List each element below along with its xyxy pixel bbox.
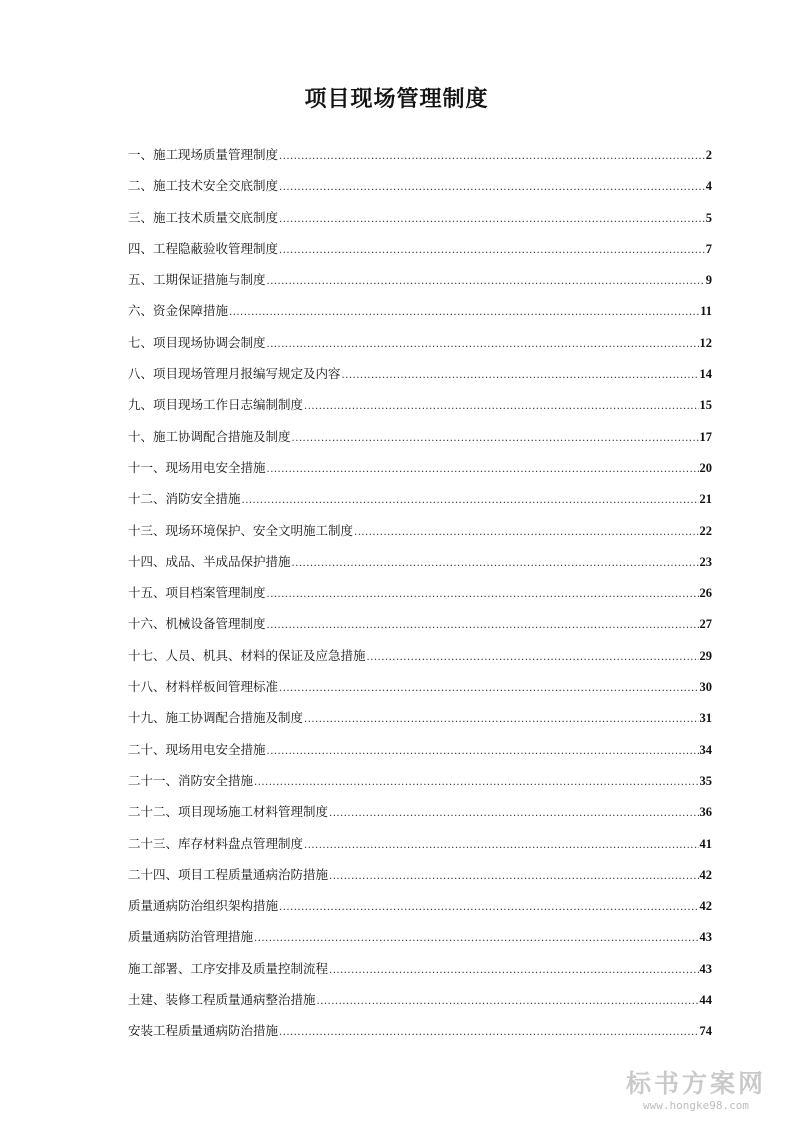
toc-entry[interactable] — [128, 959, 712, 990]
toc-leader-dots — [279, 1027, 698, 1038]
toc-entry[interactable] — [128, 708, 712, 739]
watermark-logo — [611, 1069, 781, 1112]
toc-entry-label: 十二、消防安全措施 — [128, 491, 241, 507]
toc-entry-page-number: 5 — [705, 210, 712, 225]
toc-leader-dots — [279, 683, 698, 694]
toc-leader-dots — [242, 495, 699, 506]
toc-leader-dots — [279, 214, 705, 225]
toc-entry[interactable] — [128, 301, 712, 332]
toc-entry-label: 二十一、消防安全措施 — [128, 772, 254, 788]
toc-entry-label: 十四、成品、半成品保护措施 — [128, 553, 291, 569]
toc-entry-page-number: 30 — [699, 680, 712, 695]
toc-leader-dots — [229, 307, 699, 318]
toc-entry-page-number: 44 — [699, 993, 712, 1008]
toc-entry[interactable] — [128, 395, 712, 426]
toc-entry-label: 六、资金保障措施 — [128, 303, 229, 319]
toc-entry[interactable] — [128, 614, 712, 645]
toc-leader-dots — [267, 589, 699, 600]
toc-entry-page-number: 27 — [699, 617, 712, 632]
toc-entry-label: 一、施工现场质量管理制度 — [128, 147, 279, 162]
toc-leader-dots — [304, 401, 698, 412]
toc-entry-label: 安装工程质量通病防治措施 — [128, 1023, 279, 1039]
toc-entry-label: 七、项目现场协调会制度 — [128, 334, 266, 350]
table-of-contents — [128, 145, 712, 1053]
toc-entry-label: 十五、项目档案管理制度 — [128, 585, 266, 601]
toc-leader-dots — [292, 433, 699, 444]
toc-entry[interactable] — [128, 927, 712, 958]
toc-entry-label: 四、工程隐蔽验收管理制度 — [128, 240, 279, 256]
toc-entry-page-number: 15 — [699, 398, 712, 413]
toc-entry-page-number: 34 — [699, 742, 712, 757]
toc-leader-dots — [329, 965, 698, 976]
toc-entry[interactable] — [128, 176, 712, 207]
toc-leader-dots — [267, 746, 699, 757]
toc-leader-dots — [267, 464, 699, 475]
toc-entry[interactable] — [128, 834, 712, 865]
toc-leader-dots — [329, 871, 698, 882]
toc-leader-dots — [317, 996, 699, 1007]
toc-leader-dots — [279, 245, 705, 256]
toc-entry-label: 施工部署、工序安排及质量控制流程 — [128, 960, 329, 976]
toc-entry[interactable] — [128, 740, 712, 771]
toc-leader-dots — [267, 276, 705, 287]
toc-entry[interactable] — [128, 521, 712, 552]
toc-entry[interactable] — [128, 646, 712, 677]
watermark-name: 标书方案网 — [625, 1069, 766, 1098]
toc-entry[interactable] — [128, 865, 712, 896]
toc-leader-dots — [304, 840, 698, 851]
toc-entry-label: 质量通病防治管理措施 — [128, 929, 254, 945]
toc-leader-dots — [279, 151, 705, 162]
toc-leader-dots — [367, 652, 699, 663]
toc-leader-dots — [267, 620, 699, 631]
toc-entry[interactable] — [128, 145, 712, 176]
toc-entry-page-number: 9 — [705, 273, 712, 288]
toc-entry-label: 二十三、库存材料盘点管理制度 — [128, 835, 304, 851]
toc-entry[interactable] — [128, 552, 712, 583]
toc-entry-page-number: 74 — [699, 1024, 712, 1039]
toc-entry-page-number: 7 — [705, 241, 712, 256]
toc-entry-page-number: 4 — [705, 179, 712, 194]
toc-entry-page-number: 21 — [699, 492, 712, 507]
toc-leader-dots — [279, 902, 698, 913]
toc-entry[interactable] — [128, 333, 712, 364]
toc-entry-label: 十九、施工协调配合措施及制度 — [128, 710, 304, 726]
toc-entry-page-number: 2 — [705, 148, 712, 162]
toc-entry-page-number: 41 — [699, 836, 712, 851]
toc-entry-page-number: 31 — [699, 711, 712, 726]
toc-entry-page-number: 36 — [699, 805, 712, 820]
toc-entry-page-number: 11 — [700, 304, 712, 319]
toc-entry-page-number: 12 — [699, 335, 712, 350]
toc-entry-label: 质量通病防治组织架构措施 — [128, 898, 279, 914]
toc-entry-page-number: 26 — [699, 586, 712, 601]
toc-entry-label: 十七、人员、机具、材料的保证及应急措施 — [128, 647, 366, 663]
toc-leader-dots — [267, 339, 699, 350]
toc-entry-label: 八、项目现场管理月报编写规定及内容 — [128, 366, 341, 382]
toc-leader-dots — [304, 714, 698, 725]
toc-entry-label: 三、施工技术质量交底制度 — [128, 209, 279, 225]
watermark-url: www.hongke98.com — [643, 1099, 749, 1112]
toc-entry[interactable] — [128, 802, 712, 833]
toc-entry[interactable] — [128, 364, 712, 395]
toc-entry[interactable] — [128, 239, 712, 270]
toc-entry[interactable] — [128, 427, 712, 458]
toc-entry-page-number: 42 — [699, 899, 712, 914]
toc-entry-page-number: 43 — [699, 930, 712, 945]
toc-leader-dots — [254, 933, 698, 944]
toc-entry-page-number: 23 — [699, 554, 712, 569]
toc-entry-label: 二、施工技术安全交底制度 — [128, 178, 279, 194]
toc-entry-label: 九、项目现场工作日志编制制度 — [128, 397, 304, 413]
toc-entry[interactable] — [128, 208, 712, 239]
toc-entry-label: 十八、材料样板间管理标准 — [128, 679, 279, 695]
toc-leader-dots — [354, 527, 698, 538]
toc-entry[interactable] — [128, 677, 712, 708]
toc-entry-page-number: 20 — [699, 460, 712, 475]
toc-entry-label: 二十二、项目现场施工材料管理制度 — [128, 804, 329, 820]
toc-leader-dots — [342, 370, 699, 381]
toc-entry-label: 十六、机械设备管理制度 — [128, 616, 266, 632]
toc-entry-label: 土建、装修工程质量通病整治措施 — [128, 992, 316, 1008]
toc-entry-label: 五、工期保证措施与制度 — [128, 272, 266, 288]
toc-entry[interactable] — [128, 771, 712, 802]
document-title: 项目现场管理制度 — [304, 87, 489, 112]
toc-entry-label: 十一、现场用电安全措施 — [128, 459, 266, 475]
toc-entry-label: 二十四、项目工程质量通病治防措施 — [128, 866, 329, 882]
toc-entry-label: 十、施工协调配合措施及制度 — [128, 428, 291, 444]
toc-entry-page-number: 42 — [699, 867, 712, 882]
toc-entry-page-number: 22 — [699, 523, 712, 538]
toc-leader-dots — [279, 182, 705, 193]
toc-entry[interactable] — [128, 270, 712, 301]
toc-entry[interactable] — [128, 489, 712, 520]
toc-leader-dots — [292, 558, 699, 569]
toc-entry[interactable] — [128, 1021, 712, 1052]
toc-entry[interactable] — [128, 458, 712, 489]
toc-entry-label: 十三、现场环境保护、安全文明施工制度 — [128, 522, 354, 538]
toc-entry-page-number: 14 — [699, 367, 712, 382]
toc-entry[interactable] — [128, 583, 712, 614]
toc-entry-label: 二十、现场用电安全措施 — [128, 741, 266, 757]
toc-leader-dots — [254, 777, 698, 788]
toc-leader-dots — [329, 808, 698, 819]
toc-entry[interactable] — [128, 896, 712, 927]
toc-entry-page-number: 43 — [699, 961, 712, 976]
toc-entry-page-number: 29 — [699, 648, 712, 663]
toc-entry-page-number: 17 — [699, 429, 712, 444]
toc-entry[interactable] — [128, 990, 712, 1021]
toc-entry-page-number: 35 — [699, 773, 712, 788]
